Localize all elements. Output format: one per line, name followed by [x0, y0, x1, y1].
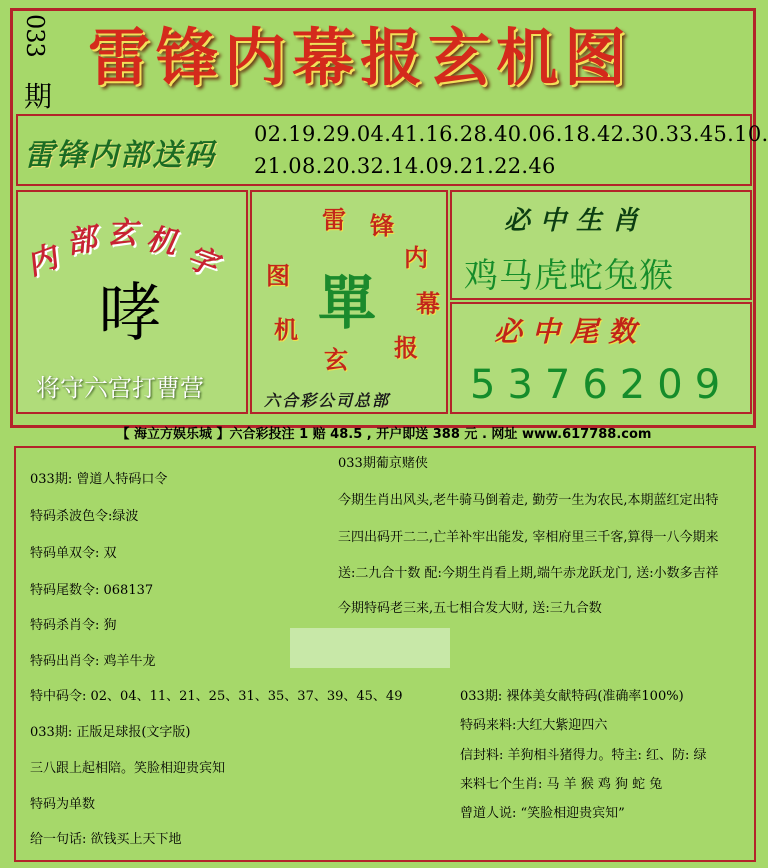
list-item: 033期: 曾道人特码口令	[30, 472, 168, 487]
hidden-char-header	[22, 202, 246, 283]
ring-char: 图	[266, 262, 290, 290]
header-char: 字	[181, 239, 222, 283]
ring-char: 幕	[416, 290, 440, 318]
ring-char: 内	[404, 244, 428, 272]
issue-suffix: 期	[24, 80, 53, 113]
header-char: 机	[143, 221, 180, 262]
list-item: 曾道人说: “笑脸相迎贵宾知”	[460, 806, 625, 821]
list-item: 033期: 正版足球报(文字版)	[30, 725, 191, 740]
list-item: 信封料: 羊狗相斗猪得力。特主: 红、防: 绿	[460, 748, 707, 763]
code-label: 雷锋内部送码	[24, 138, 216, 173]
main-title: 雷锋内幕报玄机图	[88, 21, 633, 94]
hidden-char: 哮	[98, 277, 162, 351]
list-item: 特码尾数令: 068137	[30, 583, 154, 598]
list-item: 特码来料:大红大紫迎四六	[460, 718, 608, 733]
list-item: 给一句话: 欲钱买上天下地	[30, 832, 182, 847]
list-item: 来料七个生肖: 马 羊 猴 鸡 狗 蛇 兔	[460, 777, 663, 792]
zodiac-list: 鸡马虎蛇兔猴	[464, 256, 674, 296]
list-item: 特码单双令: 双	[30, 546, 117, 561]
list-item: 特码出肖令: 鸡羊牛龙	[30, 654, 156, 669]
zodiac-panel	[450, 190, 752, 300]
code-line-2: 21.08.20.32.14.09.21.22.46	[254, 154, 556, 178]
code-line-1: 02.19.29.04.41.16.28.40.06.18.42.30.33.45.10.	[254, 122, 768, 146]
ring-char: 雷	[322, 206, 346, 234]
single-char: 單	[318, 269, 377, 337]
poem-line: 今期生肖出风头,老牛骑马倒着走, 勤劳一生为农民,本期蓝红定出特	[338, 493, 719, 508]
poem-title: 033期葡京赌侠	[338, 456, 428, 471]
company-label: 六合彩公司总部	[264, 391, 391, 410]
ring-char: 玄	[324, 346, 348, 374]
poem-line: 今期特码老三来,五七相合发大财, 送:三九合数	[338, 601, 602, 616]
poem-line: 送:二九合十数 配:今期生肖看上期,端午赤龙跃龙门, 送:小数多吉祥	[338, 566, 719, 581]
single-char-panel	[250, 190, 448, 414]
header-char: 玄	[106, 216, 137, 251]
list-item: 033期: 裸体美女献特码(准确率100%)	[460, 689, 684, 704]
ring-char: 机	[274, 316, 298, 344]
poem-line: 三四出码开二二,亡羊补牢出能发, 宰相府里三千客,算得一八今期来	[338, 530, 719, 545]
list-item: 特码杀波色令:绿波	[30, 509, 139, 524]
code-panel	[16, 114, 768, 186]
header-char: 部	[64, 221, 100, 262]
ring-char: 锋	[370, 212, 394, 240]
issue-label	[14, 12, 60, 112]
list-item: 三八跟上起相陪。笑脸相迎贵宾知	[30, 761, 226, 776]
hidden-char-panel	[16, 190, 248, 414]
hidden-char-slogan: 将守六宫打曹营	[36, 374, 204, 402]
blur-patch	[290, 628, 450, 668]
tail-digit-header: 必中尾数	[494, 315, 647, 348]
tail-digit-panel	[450, 302, 752, 414]
zodiac-header: 必中生肖	[504, 206, 649, 236]
list-item: 特中码令: 02、04、11、21、25、31、35、37、39、45、49	[30, 689, 403, 704]
header-char: 内	[22, 239, 63, 283]
ad-banner: 【 海立方娱乐城 】六合彩投注 1 赔 48.5 , 开户即送 388 元 . 网址 www.617788.com	[116, 427, 652, 442]
tail-digits: 5376209	[470, 362, 733, 408]
list-item: 特码为单数	[30, 797, 96, 812]
issue-number: 033	[21, 14, 49, 57]
list-item: 特码杀肖令: 狗	[30, 618, 117, 633]
ring-char: 报	[394, 334, 418, 362]
